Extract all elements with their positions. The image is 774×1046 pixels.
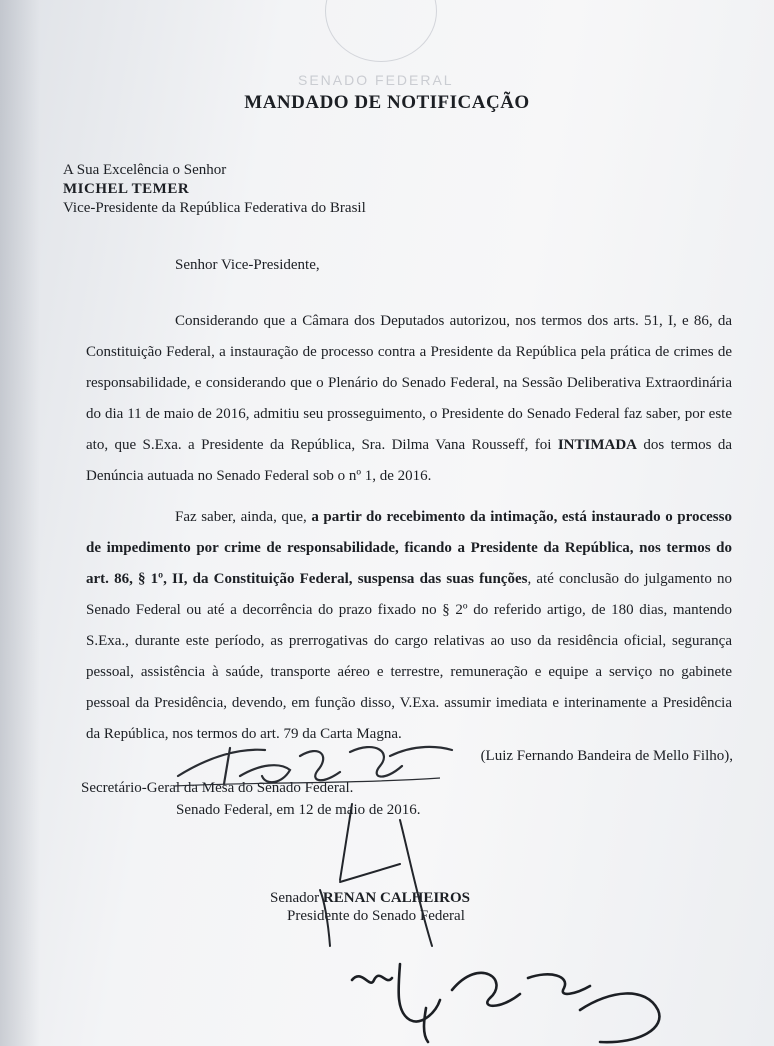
signatory-prefix: Senador xyxy=(270,890,323,906)
handwritten-initials xyxy=(340,950,670,1046)
letterhead-watermark: SENADO FEDERAL xyxy=(298,72,454,88)
page-shadow xyxy=(0,0,40,1046)
addressee-name: MICHEL TEMER xyxy=(63,181,190,197)
secretary-title: Secretário-Geral da Mesa do Senado Federal. xyxy=(81,780,354,796)
paragraph-1-text-after: dos termos da Denúncia autuada no Senado Federal sob o nº 1, de 2016. xyxy=(86,437,732,484)
signatory-name: RENAN CALHEIROS xyxy=(322,890,471,906)
paragraph-2 xyxy=(86,502,732,750)
addressee-role: Vice-Presidente da República Federativa do Brasil xyxy=(63,200,366,216)
salutation: Senhor Vice-Presidente, xyxy=(175,257,320,273)
paragraph-1-bold: INTIMADA xyxy=(557,437,638,453)
paragraph-2-text-before: Faz saber, ainda, que, xyxy=(175,509,312,525)
signatory-role: Presidente do Senado Federal xyxy=(287,908,465,924)
addressee-greeting: A Sua Excelência o Senhor xyxy=(63,162,227,178)
paragraph-1 xyxy=(86,306,732,492)
signatory-line xyxy=(270,888,470,908)
president-signature-stroke xyxy=(300,800,460,950)
secretary-block xyxy=(81,740,741,804)
seal-emblem xyxy=(325,0,437,62)
secretary-name: (Luiz Fernando Bandeira de Mello Filho), xyxy=(480,748,733,764)
paragraph-2-bold: a partir do recebimento da intimação, está instaurado o processo de impedimento por crime de responsabilidade, ficando a Presidente da República, nos termos do art. 86, § 1º, II, da Constituição Federal, suspensa das suas funções xyxy=(86,509,732,587)
document-title: MANDADO DE NOTIFICAÇÃO xyxy=(244,92,530,113)
paragraph-2-text-after: , até conclusão do julgamento no Senado Federal ou até a decorrência do prazo fixado no § 2º do referido artigo, de 180 dias, mantendo S.Exa., durante este período, as prerrogativas do cargo relativas ao uso da residência oficial, segurança pessoal, assistência à saúde, transporte aéreo e terrestre, remuneração e equipe a serviço no gabinete pessoal da Presidência, devendo, em função disso, V.Exa. assumir imediata e interinamente a Presidência da República, nos termos do art. 79 da Carta Magna. xyxy=(86,571,732,742)
paragraph-1-text-before: Considerando que a Câmara dos Deputados autorizou, nos termos dos arts. 51, I, e 86, da Constituição Federal, a instauração de processo contra a Presidente da República pela prática de crimes de responsabilidade, e considerando que o Plenário do Senado Federal, na Sessão Deliberativa Extraordinária do dia 11 de maio de 2016, admitiu seu prosseguimento, o Presidente do Senado Federal faz saber, por este ato, que S.Exa. a Presidente da República, Sra. Dilma Vana Rousseff, foi xyxy=(86,313,732,453)
date-line: Senado Federal, em 12 de maio de 2016. xyxy=(176,802,421,818)
